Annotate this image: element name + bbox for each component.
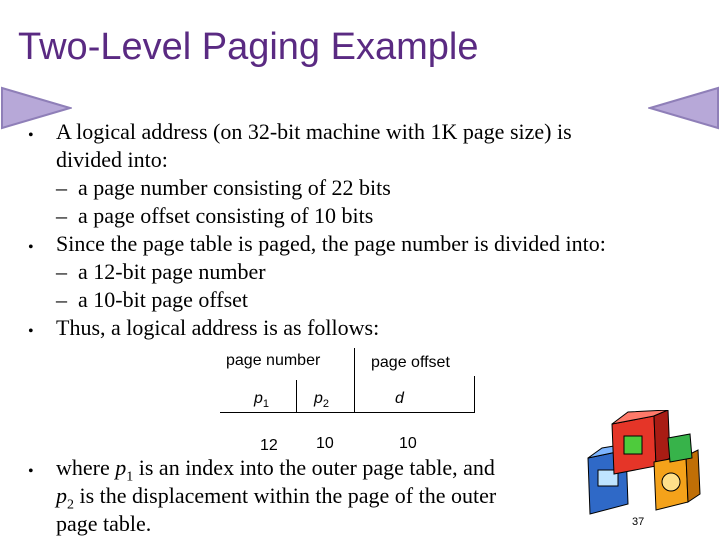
sub-dash: – — [56, 259, 67, 284]
sub-bullet-1: a page number consisting of 22 bits — [78, 175, 391, 200]
bullet-marker: • — [28, 323, 34, 340]
bullet-marker: • — [28, 239, 34, 256]
sub-dash: – — [56, 287, 67, 312]
field-p2: $p_2$ — [314, 390, 330, 411]
field-divider — [296, 380, 297, 412]
label-page-offset: page offset — [371, 354, 450, 371]
slide-number: 37 — [632, 516, 645, 528]
sub-bullet-3: a 12-bit page number — [78, 259, 266, 284]
label-page-number: page number — [226, 352, 321, 369]
sub-dash: – — [56, 203, 67, 228]
bullet-1-line-1: A logical address (on 32-bit machine with 1K page size) is — [56, 119, 572, 144]
bullet-4-line-3: page table. — [56, 511, 152, 536]
slide-title: Two-Level Paging Example — [18, 26, 479, 68]
field-d: d — [395, 390, 404, 407]
bits-d: 10 — [399, 435, 417, 452]
bits-p2: 10 — [316, 435, 334, 452]
next-slide-arrow-icon[interactable] — [648, 84, 720, 132]
bullet-2-line-1: Since the page table is paged, the page number is divided into: — [56, 231, 606, 256]
field-p1: $p_1$ — [254, 390, 270, 411]
bullet-3-line-1: Thus, a logical address is as follows: — [56, 315, 380, 340]
computer-blocks-clipart-icon — [568, 410, 720, 520]
sub-dash: – — [56, 175, 67, 200]
bullet-4-line-2: $p_2$ is the displacement within the page of the outer — [56, 483, 497, 513]
field-divider — [354, 348, 355, 412]
bits-p1: 12 — [260, 437, 278, 454]
sub-bullet-4: a 10-bit page offset — [78, 287, 249, 312]
bullet-1-line-2: divided into: — [56, 147, 168, 172]
bullet-marker: • — [28, 463, 34, 480]
bullet-marker: • — [28, 127, 34, 144]
bullet-4-line-1: where $p_1$ is an index into the outer page table, and — [56, 455, 495, 485]
sub-bullet-2: a page offset consisting of 10 bits — [78, 203, 374, 228]
